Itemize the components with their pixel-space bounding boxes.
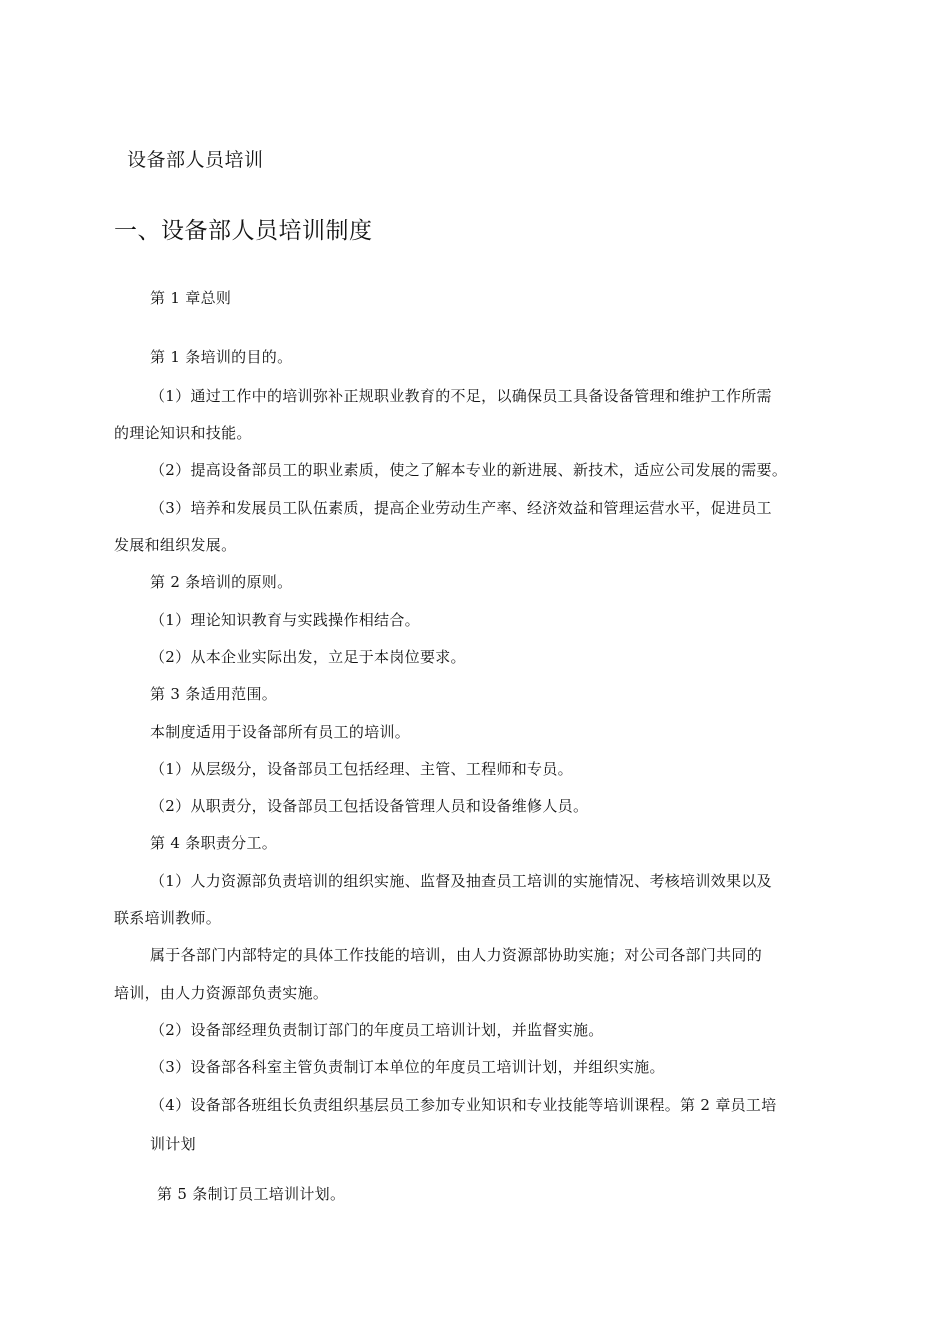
article-heading: 第 5 条制订员工培训计划。 [157,1185,346,1203]
paragraph-line: （2）提高设备部员工的职业素质，使之了解本专业的新进展、新技术，适应公司发展的需要。 [150,461,788,479]
paragraph-line: 本制度适用于设备部所有员工的培训。 [150,723,411,741]
document-title: 设备部人员培训 [127,149,264,171]
paragraph-line: （3）设备部各科室主管负责制订本单位的年度员工培训计划，并组织实施。 [150,1058,665,1076]
paragraph-line: （2）从本企业实际出发，立足于本岗位要求。 [150,648,466,666]
paragraph-line: （1）通过工作中的培训弥补正规职业教育的不足，以确保员工具备设备管理和维护工作所需 [150,387,772,405]
article-heading: 第 4 条职责分工。 [150,834,278,852]
paragraph-line: （1）从层级分，设备部员工包括经理、主管、工程师和专员。 [150,760,573,778]
paragraph-line: 训计划 [150,1135,196,1153]
chapter-heading: 第 1 章总则 [150,289,232,307]
paragraph-line: （1）人力资源部负责培训的组织实施、监督及抽查员工培训的实施情况、考核培训效果以及 [150,872,772,890]
article-heading: 第 2 条培训的原则。 [150,573,293,591]
paragraph-line: 联系培训教师。 [114,909,222,927]
section-heading: 一、设备部人员培训制度 [114,218,373,244]
paragraph-line: 的理论知识和技能。 [114,424,252,442]
paragraph-line: （2）从职责分，设备部员工包括设备管理人员和设备维修人员。 [150,797,589,815]
paragraph-line: （4）设备部各班组长负责组织基层员工参加专业知识和专业技能等培训课程。第 2 章员工培 [150,1096,777,1114]
paragraph-line: （2）设备部经理负责制订部门的年度员工培训计划，并监督实施。 [150,1021,604,1039]
article-heading: 第 1 条培训的目的。 [150,348,293,366]
paragraph-line: 属于各部门内部特定的具体工作技能的培训，由人力资源部协助实施；对公司各部门共同的 [150,946,763,964]
article-heading: 第 3 条适用范围。 [150,685,278,703]
paragraph-line: （1）理论知识教育与实践操作相结合。 [150,611,420,629]
paragraph-line: 培训，由人力资源部负责实施。 [114,984,329,1002]
paragraph-line: 发展和组织发展。 [114,536,237,554]
paragraph-line: （3）培养和发展员工队伍素质，提高企业劳动生产率、经济效益和管理运营水平，促进员工 [150,499,772,517]
